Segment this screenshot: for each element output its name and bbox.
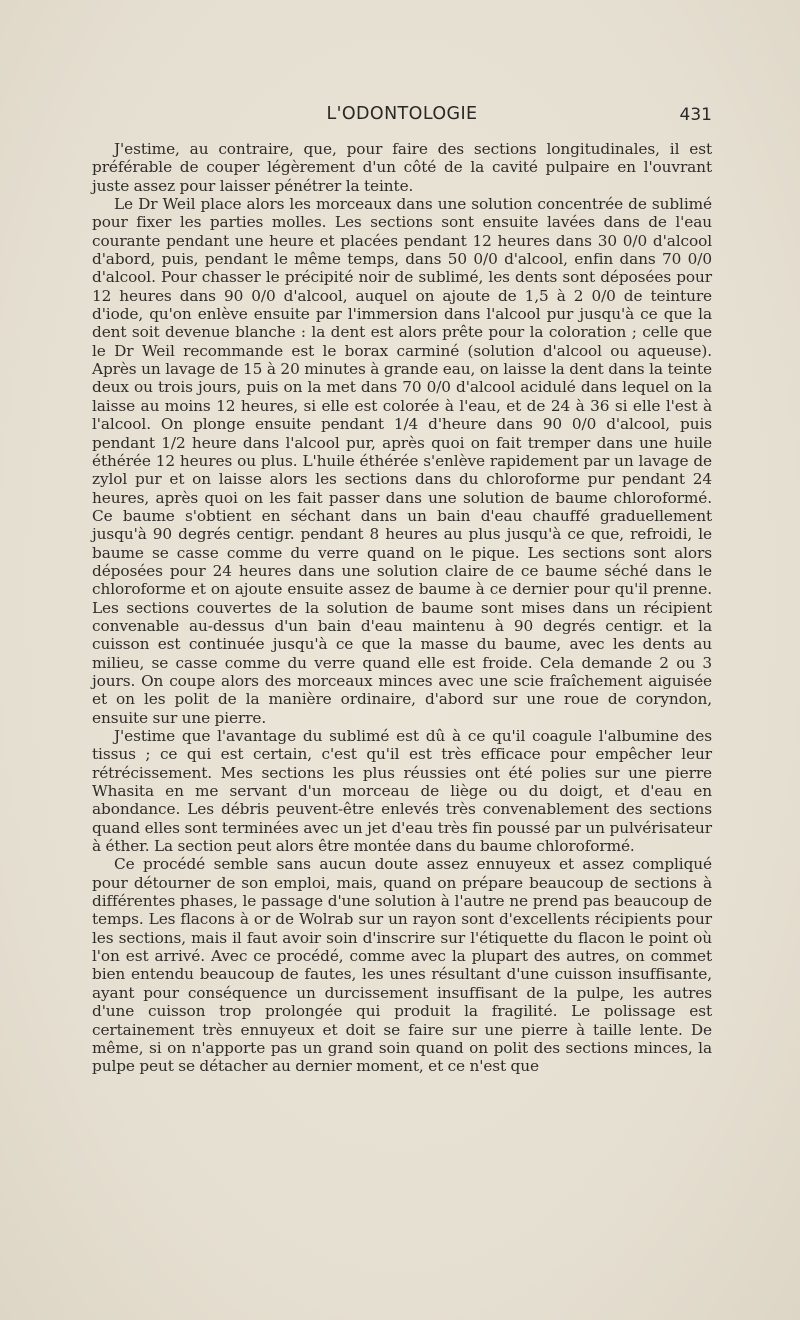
running-title: L'ODONTOLOGIE	[326, 104, 478, 124]
paragraph-weil-method: Le Dr Weil place alors les morceaux dans une solution concentrée de sublimé pour fixer les parties molles. Les sections sont ensuite lavées dans de l'eau courante pendant une heure et placées pendant 12 heures dans 30 0/0 d'alcool d'abord, puis, pendant le même temps, dans 50 0/0 d'alcool, enfin dans 70 0/0 d'alcool. Pour chasser le précipité noir de sublimé, les dents sont déposées pour 12 heures dans 90 0/0 d'alcool, auquel on ajoute de 1,5 à 2 0/0 de teinture d'iode, qu'on enlève ensuite par l'immersion dans l'alcool pur jusqu'à ce que la dent soit devenue blanche : la dent est alors prête pour la coloration ; celle que le Dr Weil recommande est le borax carminé (solution d'alcool ou aqueuse). Après un lavage de 15 à 20 minutes à grande eau, on laisse la dent dans la teinte deux ou trois jours, puis on la met dans 70 0/0 d'alcool acidulé dans lequel on la laisse au moins 12 heures, si elle est colorée à l'eau, et de 24 à 36 si elle l'est à l'alcool. On plonge ensuite pendant 1/4 d'heure dans 90 0/0 d'alcool, puis pendant 1/2 heure dans l'alcool pur, après quoi on fait tremper dans une huile éthérée 12 heures ou plus. L'huile éthérée s'enlève rapidement par un lavage de zylol pur et on laisse alors les sections dans du chloroforme pur pendant 24 heures, après quoi on les fait passer dans une solution de baume chloroformé. Ce baume s'obtient en séchant dans un bain d'eau chauffé graduellement jusqu'à 90 degrés centigr. pendant 8 heures au plus jusqu'à ce que, refroidi, le baume se casse comme du verre quand on le pique. Les sections sont alors déposées pour 24 heures dans une solution claire de ce baume séché dans le chloroforme et on ajoute ensuite assez de baume à ce dernier pour qu'il prenne. Les sections couvertes de la solution de baume sont mises dans un récipient convenable au-dessus d'un bain d'eau maintenu à 90 degrés centigr. et la cuisson est continuée jusqu'à ce que la masse du baume, avec les dents au milieu, se casse comme du verre quand elle est froide. Cela demande 2 ou 3 jours. On coupe alors des morceaux minces avec une scie fraîchement aiguisée et on les polit de la manière ordinaire, d'abord sur une roue de coryndon, ensuite sur une pierre.	[92, 195, 712, 727]
paragraph-procedure: Ce procédé semble sans aucun doute assez ennuyeux et assez compliqué pour détourner de son emploi, mais, quand on prépare beaucoup de sections à différentes phases, le passage d'une solution à l'autre ne prend pas beaucoup de temps. Les flacons à or de Wolrab sur un rayon sont d'excellents récipients pour les sections, mais il faut avoir soin d'inscrire sur l'étiquette du flacon le point où l'on est arrivé. Avec ce procédé, comme avec la plupart des autres, on commet bien entendu beaucoup de fautes, les unes résultant d'une cuisson insuffisante, ayant pour conséquence un durcissement insuffisant de la pulpe, les autres d'une cuisson trop prolongée qui produit la fragilité. Le polissage est certainement très ennuyeux et doit se faire sur une pierre à taille lente. De même, si on n'apporte pas un grand soin quand on polit des sections minces, la pulpe peut se détacher au dernier moment, et ce n'est que	[92, 855, 712, 1076]
running-head	[92, 104, 712, 130]
body-text	[92, 140, 712, 1076]
paragraph-sublime: J'estime que l'avantage du sublimé est dû à ce qu'il coagule l'albumine des tissus ; ce qui est certain, c'est qu'il est très efficace pour empêcher leur rétrécissement. Mes sections les plus réussies ont été polies sur une pierre Whasita en me servant d'un morceau de liège ou du doigt, et d'eau en abondance. Les débris peuvent-être enlevés très convenablement des sections quand elles sont terminées avec un jet d'eau très fin poussé par un pulvérisateur à éther. La section peut alors être montée dans du baume chloroformé.	[92, 727, 712, 856]
page-number: 431	[679, 105, 712, 125]
paragraph-sections: J'estime, au contraire, que, pour faire des sections longitudinales, il est préférable de couper légèrement d'un côté de la cavité pulpaire en l'ouvrant juste assez pour laisser pénétrer la teinte.	[92, 140, 712, 195]
